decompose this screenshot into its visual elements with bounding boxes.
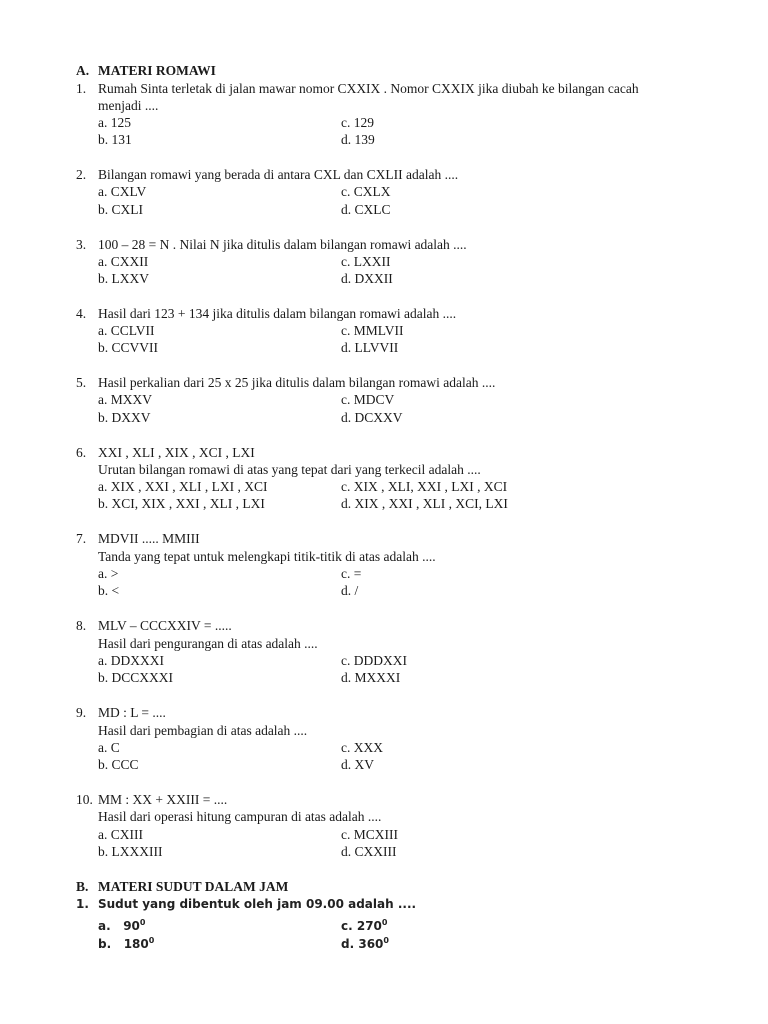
question-5-option-d: d. DCXXV (341, 410, 403, 425)
question-4-text: Hasil dari 123 + 134 jika ditulis dalam bilangan romawi adalah .... (98, 306, 457, 321)
question-3-option-b: b. LXXV (98, 271, 149, 286)
question-8-number: 8. (76, 618, 87, 633)
question-5-number: 5. (76, 375, 87, 390)
question-7-text-continued: Tanda yang tepat untuk melengkapi titik-titik di atas adalah .... (98, 549, 436, 564)
question-7-number: 7. (76, 531, 87, 546)
question-1-text-continued: menjadi .... (98, 98, 159, 113)
question-6-number: 6. (76, 445, 87, 460)
question-8-option-a: a. DDXXXI (98, 653, 164, 668)
question-4-option-d: d. LLVVII (341, 340, 399, 355)
question-10-text: MM : XX + XXIII = .... (98, 792, 228, 807)
question-6-option-c: c. XIX , XLI, XXI , LXI , XCI (341, 479, 508, 494)
question-1-text: Rumah Sinta terletak di jalan mawar nomor CXXIX . Nomor CXXIX jika diubah ke bilangan cacah (98, 81, 639, 96)
question-8-option-d: d. MXXXI (341, 670, 401, 685)
question-7-text: MDVII ..... MMIII (98, 531, 200, 546)
question-5-text: Hasil perkalian dari 25 x 25 jika ditulis dalam bilangan romawi adalah .... (98, 375, 496, 390)
question-7-option-b: b. < (98, 583, 120, 598)
question-10-text-continued: Hasil dari operasi hitung campuran di atas adalah .... (98, 809, 382, 824)
question-7-option-c: c. = (341, 566, 362, 581)
question-9-option-d: d. XV (341, 757, 374, 772)
degree-mark: 0 (383, 936, 389, 945)
question-6-text: XXI , XLI , XIX , XCI , LXI (98, 445, 255, 460)
question-1-option-d: d. 139 (341, 132, 375, 147)
question-2-option-c: c. CXLX (341, 184, 391, 199)
question-2-number: 2. (76, 167, 87, 182)
question-10-option-b: b. LXXXIII (98, 844, 163, 859)
section-b-question-1-option-b (98, 932, 154, 953)
question-3-option-d: d. DXXII (341, 271, 393, 286)
option-a-label: a. (98, 919, 111, 933)
section-a-heading (76, 62, 216, 79)
option-b-label: b. (98, 937, 112, 951)
question-4-option-a: a. CCLVII (98, 323, 155, 338)
question-10-option-c: c. MCXIII (341, 827, 398, 842)
degree-mark: 0 (139, 918, 146, 927)
section-b-heading (76, 878, 288, 895)
option-c-label: c. (341, 919, 353, 933)
degree-mark: 0 (381, 918, 388, 927)
question-5-option-c: c. MDCV (341, 392, 395, 407)
section-a-letter: A. (76, 63, 90, 78)
degree-mark: 0 (148, 936, 155, 945)
question-9-text-continued: Hasil dari pembagian di atas adalah .... (98, 723, 308, 738)
option-b-value: 180 (123, 937, 149, 951)
question-3-option-c: c. LXXII (341, 254, 391, 269)
question-5-option-a: a. MXXV (98, 392, 152, 407)
question-8-option-b: b. DCCXXXI (98, 670, 174, 685)
question-2-option-a: a. CXLV (98, 184, 147, 199)
question-4-number: 4. (76, 306, 87, 321)
section-b-question-1-number: 1. (76, 897, 89, 911)
option-d-value: 360 (358, 937, 384, 951)
section-b-title: MATERI SUDUT DALAM JAM (98, 879, 289, 894)
question-9-text: MD : L = .... (98, 705, 166, 720)
question-8-text: MLV – CCCXXIV = ..... (98, 618, 232, 633)
question-10-number: 10. (76, 792, 93, 807)
option-a-value: 90 (123, 919, 140, 933)
question-8-text-continued: Hasil dari pengurangan di atas adalah .... (98, 636, 318, 651)
section-b-question-1-text: Sudut yang dibentuk oleh jam 09.00 adalah .... (98, 897, 417, 911)
question-9-number: 9. (76, 705, 87, 720)
question-2-option-b: b. CXLI (98, 202, 143, 217)
question-3-text: 100 – 28 = N . Nilai N jika ditulis dalam bilangan romawi adalah .... (98, 237, 467, 252)
question-8-option-c: c. DDDXXI (341, 653, 407, 668)
question-6-text-continued: Urutan bilangan romawi di atas yang tepat dari yang terkecil adalah .... (98, 462, 481, 477)
question-7-option-d: d. / (341, 583, 359, 598)
question-6-option-b: b. XCI, XIX , XXI , XLI , LXI (98, 496, 265, 511)
option-c-value: 270 (356, 919, 382, 933)
question-4-option-b: b. CCVVII (98, 340, 158, 355)
question-4-option-c: c. MMLVII (341, 323, 404, 338)
section-b-letter: B. (76, 879, 89, 894)
question-1-option-a: a. 125 (98, 115, 131, 130)
question-5-option-b: b. DXXV (98, 410, 151, 425)
section-b-question-1-option-d (341, 932, 389, 953)
option-d-label: d. (341, 937, 355, 951)
question-10-option-d: d. CXXIII (341, 844, 397, 859)
question-3-option-a: a. CXXII (98, 254, 149, 269)
section-a-title: MATERI ROMAWI (98, 63, 216, 78)
question-7-option-a: a. > (98, 566, 119, 581)
question-6-option-a: a. XIX , XXI , XLI , LXI , XCI (98, 479, 268, 494)
question-1-option-c: c. 129 (341, 115, 374, 130)
question-3-number: 3. (76, 237, 87, 252)
question-10-option-a: a. CXIII (98, 827, 143, 842)
question-9-option-a: a. C (98, 740, 120, 755)
question-9-option-b: b. CCC (98, 757, 139, 772)
question-2-option-d: d. CXLC (341, 202, 391, 217)
question-1-number: 1. (76, 81, 87, 96)
question-9-option-c: c. XXX (341, 740, 383, 755)
question-2-text: Bilangan romawi yang berada di antara CXL dan CXLII adalah .... (98, 167, 459, 182)
question-1-option-b: b. 131 (98, 132, 132, 147)
question-6-option-d: d. XIX , XXI , XLI , XCI, LXI (341, 496, 508, 511)
